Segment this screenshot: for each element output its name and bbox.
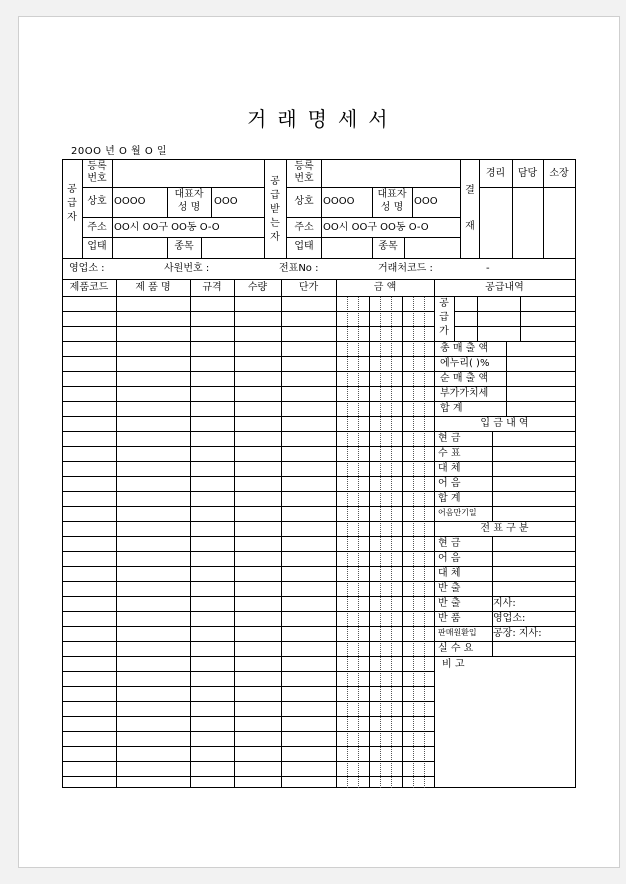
- receiver-company-label: 상호: [294, 196, 314, 207]
- side-line: [434, 536, 576, 537]
- side-line: [434, 401, 576, 402]
- side-line: [434, 551, 576, 552]
- col-product-code: 제품코드: [69, 282, 109, 293]
- receiver-rep-label: 성 명: [380, 202, 404, 213]
- side-line: [434, 461, 576, 462]
- receiver-field-divider: [412, 187, 413, 218]
- supplier-field-divider: [167, 187, 168, 218]
- col-amount: 금 액: [373, 282, 397, 293]
- supplier-row-line: [82, 187, 265, 188]
- slip-type-value-4: 지사:: [493, 598, 516, 609]
- table-row-line: [62, 521, 435, 522]
- outer-left-border: [62, 159, 63, 788]
- supplier-label-divider: [82, 159, 83, 259]
- side-line: [434, 656, 576, 657]
- side-line: [434, 356, 576, 357]
- side-line: [434, 296, 576, 297]
- side-line: [434, 566, 576, 567]
- amount-dot-line: [358, 296, 359, 788]
- table-row-line: [62, 611, 435, 612]
- supplier-biz-item-label: 종목: [174, 241, 194, 252]
- supplier-field-divider: [211, 187, 212, 218]
- client-code-label: 거래처코드 :: [378, 263, 433, 274]
- table-row-line: [62, 566, 435, 567]
- supplier-address-label: 주소: [87, 222, 107, 233]
- table-row-line: [62, 701, 435, 702]
- supply-col-divider: [520, 296, 521, 342]
- deposit-label-5: 어음만기일: [438, 508, 477, 517]
- receiver-reg-label: 번호: [294, 173, 314, 184]
- amount-dot-line: [391, 296, 392, 788]
- supply-row-line: [454, 311, 576, 312]
- side-line: [434, 611, 576, 612]
- header-bottom-border: [62, 258, 576, 259]
- total-label-0: 총 매 출 액: [440, 343, 489, 354]
- table-row-line: [62, 326, 435, 327]
- receiver-address-label: 주소: [294, 222, 314, 233]
- slip-type-label-6: 판매원환입: [438, 628, 477, 637]
- supply-header: 공급내역: [485, 282, 524, 293]
- supplier-row-line: [82, 217, 265, 218]
- table-row-line: [62, 731, 435, 732]
- receiver-address-value[interactable]: OO시 OO구 OO동 O-O: [323, 222, 429, 233]
- slip-type-value-5: 영업소:: [493, 613, 526, 624]
- receiver-side-label: 자: [270, 232, 280, 243]
- side-line: [434, 581, 576, 582]
- client-code-dash: -: [486, 263, 490, 274]
- supplier-side-label: 공: [67, 184, 77, 195]
- slip-type-label-3: 반 출: [438, 583, 461, 594]
- table-row-line: [62, 581, 435, 582]
- table-row-line: [62, 476, 435, 477]
- side-line: [434, 416, 576, 417]
- info-row-bottom: [62, 279, 576, 280]
- deposit-header: 입 금 내 역: [480, 418, 529, 429]
- supplier-company-label: 상호: [87, 196, 107, 207]
- slip-type-label-0: 현 금: [438, 538, 461, 549]
- deposit-label-3: 어 음: [438, 478, 461, 489]
- receiver-reg-label: 등록: [294, 161, 314, 172]
- table-row-line: [62, 761, 435, 762]
- supply-side-label: 가: [439, 326, 449, 337]
- slip-type-label-4: 반 출: [438, 598, 461, 609]
- table-row-line: [62, 596, 435, 597]
- col-product-name: 제 품 명: [135, 282, 171, 293]
- side-line: [434, 641, 576, 642]
- receiver-side-label: 공: [270, 176, 280, 187]
- supply-label-divider: [454, 296, 455, 342]
- table-row-line: [62, 461, 435, 462]
- slip-type-label-5: 반 품: [438, 613, 461, 624]
- approval-col-manager: 담당: [517, 168, 538, 179]
- side-line: [434, 521, 576, 522]
- table-row-line: [62, 506, 435, 507]
- supply-side-label: 공: [439, 298, 449, 309]
- col-unit-price: 단가: [298, 282, 319, 293]
- slip-no-label: 전표No :: [279, 263, 319, 274]
- supplier-rep-label: 성 명: [177, 202, 201, 213]
- table-row-line: [62, 401, 435, 402]
- slip-type-value-6: 공장: 지사:: [493, 628, 542, 639]
- table-row-line: [62, 431, 435, 432]
- section-divider: [460, 159, 461, 259]
- table-row-line: [62, 656, 435, 657]
- deposit-label-0: 현 금: [438, 433, 461, 444]
- table-row-line: [62, 746, 435, 747]
- side-line: [434, 491, 576, 492]
- total-label-3: 부가가치세: [440, 388, 489, 399]
- receiver-row-line: [286, 217, 461, 218]
- side-line: [434, 626, 576, 627]
- side-line: [434, 506, 576, 507]
- receiver-side-label: 는: [270, 218, 280, 229]
- deposit-label-4: 합 계: [438, 493, 461, 504]
- supplier-rep-label: 대표자: [174, 189, 204, 200]
- outer-right-border: [575, 159, 576, 788]
- receiver-row-line: [286, 187, 461, 188]
- header-top-border: [62, 159, 576, 160]
- side-line: [434, 476, 576, 477]
- supplier-reg-label: 번호: [87, 173, 107, 184]
- supply-side-label: 급: [439, 312, 449, 323]
- table-row-line: [62, 386, 435, 387]
- table-header-line: [62, 296, 435, 297]
- total-label-4: 합 계: [440, 403, 463, 414]
- receiver-side-label: 급: [270, 190, 280, 201]
- supplier-row-line: [82, 237, 265, 238]
- table-row-line: [62, 641, 435, 642]
- supply-col-divider: [477, 296, 478, 342]
- table-row-line: [62, 416, 435, 417]
- receiver-side-label: 받: [270, 204, 280, 215]
- deposit-divider: [492, 431, 493, 522]
- receiver-label-divider: [286, 159, 287, 259]
- table-row-line: [62, 446, 435, 447]
- supplier-address-value[interactable]: OO시 OO구 OO동 O-O: [114, 222, 220, 233]
- deposit-label-1: 수 표: [438, 448, 461, 459]
- amount-dot-line: [347, 296, 348, 788]
- supplier-side-label: 자: [67, 212, 77, 223]
- table-row-line: [62, 341, 435, 342]
- amount-dot-line: [424, 296, 425, 788]
- table-row-line: [62, 716, 435, 717]
- col-qty: 수량: [247, 282, 268, 293]
- page-title: 거래명세서: [247, 107, 399, 131]
- receiver-field-divider: [321, 159, 322, 259]
- total-label-1: 에누리( )%: [440, 358, 490, 369]
- table-row-line: [62, 356, 435, 357]
- amount-unit-line: [402, 296, 403, 788]
- table-row-line: [62, 626, 435, 627]
- side-line: [434, 596, 576, 597]
- receiver-rep-label: 대표자: [377, 189, 407, 200]
- receiver-biz-item-label: 종목: [378, 241, 398, 252]
- office-label: 영업소 :: [69, 263, 105, 274]
- total-label-2: 순 매 출 액: [440, 373, 489, 384]
- table-row-line: [62, 371, 435, 372]
- slip-type-label-1: 어 음: [438, 553, 461, 564]
- deposit-label-2: 대 체: [438, 463, 461, 474]
- remarks-label: 비 고: [442, 659, 465, 670]
- side-line: [434, 431, 576, 432]
- approval-label: 재: [465, 221, 475, 232]
- side-line: [434, 386, 576, 387]
- supplier-reg-label: 등록: [87, 161, 107, 172]
- table-row-line: [62, 686, 435, 687]
- receiver-company-value[interactable]: OOOO: [323, 196, 355, 207]
- supplier-company-value[interactable]: OOOO: [114, 196, 146, 207]
- approval-header-line: [479, 187, 576, 188]
- slip-type-label-7: 실 수 요: [438, 643, 474, 654]
- table-bottom-border: [62, 787, 576, 788]
- supplier-field-divider: [201, 237, 202, 259]
- side-line: [434, 371, 576, 372]
- side-line: [434, 446, 576, 447]
- side-line: [434, 341, 576, 342]
- approval-col-accounting: 경리: [485, 168, 506, 179]
- date-line: 20OO 년 O 월 O 일: [71, 146, 168, 157]
- table-row-line: [62, 536, 435, 537]
- slip-type-label-2: 대 체: [438, 568, 461, 579]
- approval-col-director: 소장: [549, 168, 569, 179]
- receiver-field-divider: [404, 237, 405, 259]
- slip-divider: [492, 536, 493, 657]
- amount-dot-line: [413, 296, 414, 788]
- supplier-side-label: 급: [67, 198, 77, 209]
- table-row-line: [62, 551, 435, 552]
- supplier-biz-type-label: 업태: [87, 241, 107, 252]
- table-row-line: [62, 311, 435, 312]
- table-row-line: [62, 776, 435, 777]
- table-row-line: [62, 491, 435, 492]
- amount-unit-line: [369, 296, 370, 788]
- col-spec: 규격: [202, 282, 222, 293]
- approval-label: 결: [465, 185, 475, 196]
- supplier-rep-value[interactable]: OOO: [214, 196, 238, 207]
- employee-no-label: 사원번호 :: [164, 263, 210, 274]
- amount-dot-line: [380, 296, 381, 788]
- invoice-page: [18, 16, 620, 868]
- totals-divider: [506, 341, 507, 417]
- receiver-rep-value[interactable]: OOO: [414, 196, 438, 207]
- table-row-line: [62, 671, 435, 672]
- supply-row-line: [454, 326, 576, 327]
- supplier-field-divider: [112, 159, 113, 259]
- receiver-biz-type-label: 업태: [294, 241, 314, 252]
- receiver-row-line: [286, 237, 461, 238]
- slip-type-header: 전 표 구 분: [480, 523, 529, 534]
